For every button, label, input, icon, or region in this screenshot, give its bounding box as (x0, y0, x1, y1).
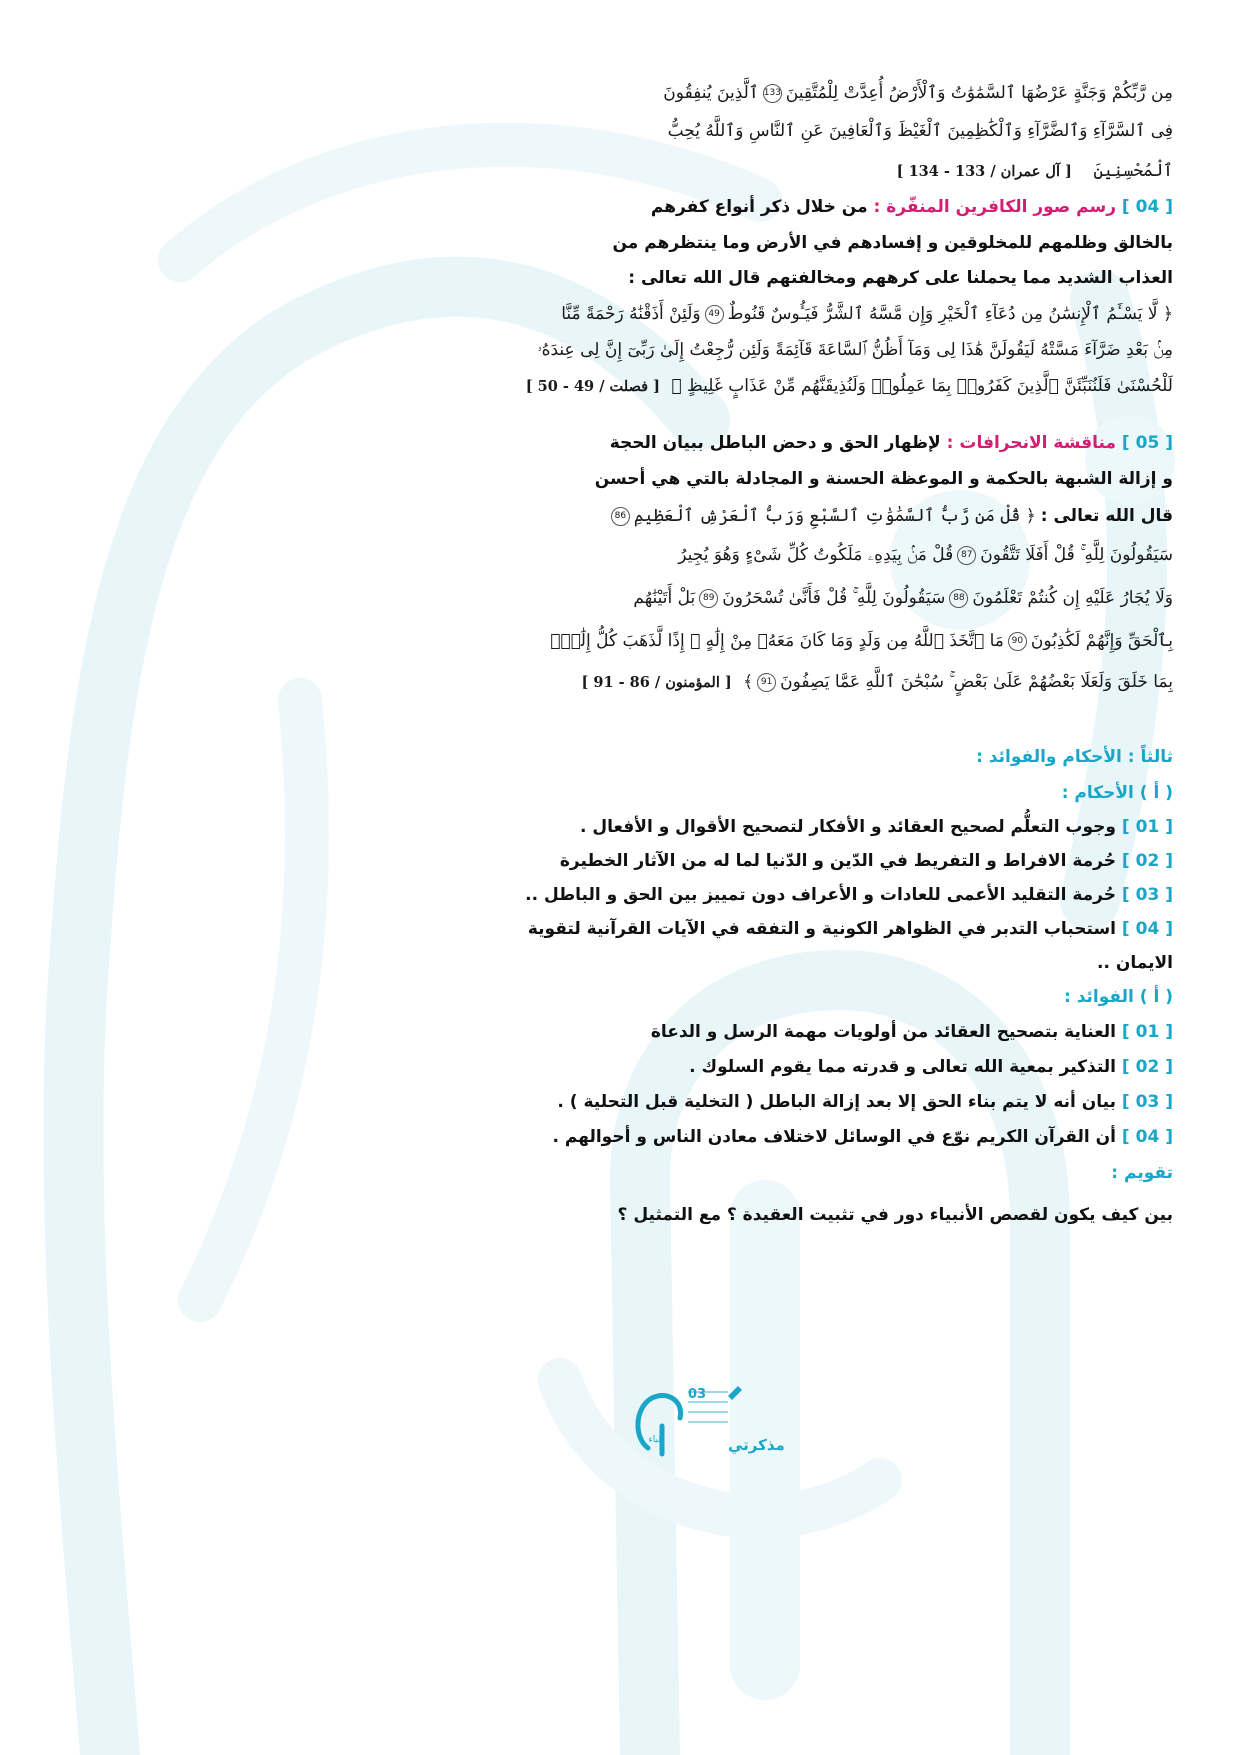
logo-sub: الباء (648, 1435, 664, 1445)
verse-text: ٱلَّذِينَ يُنفِقُونَ (663, 83, 759, 103)
section-text: العذاب الشديد مما يحملنا على كرههم ومخالفتهم قال الله تعالى : (628, 268, 1173, 288)
verse-line (537, 340, 1173, 360)
list-number: [ 01 ] (1121, 817, 1173, 837)
verse-line (581, 671, 1173, 692)
verse-text: بَلْ أَتَيْنَٰهُم (633, 588, 696, 608)
verse-text: ﴾ (743, 672, 754, 692)
list-number: [ 01 ] (1121, 1022, 1173, 1042)
list-text: وجوب التعلُّم لصحيح العقائد و الأفكار لتصحيح الأقوال و الأفعال . (580, 817, 1116, 837)
list-number: [ 03 ] (1121, 885, 1173, 905)
ayah-number-icon: 89 (699, 589, 718, 608)
verse-line (663, 82, 1173, 103)
list-number: [ 02 ] (1121, 851, 1173, 871)
section-text: و إزالة الشبهة بالحكمة و الموعظة الحسنة و المجادلة بالتي هي أحسن (594, 469, 1173, 489)
list-text: العناية بتصحيح العقائد من أولويات مهمة الرسل و الدعاة (650, 1022, 1116, 1042)
section-text-line (628, 268, 1173, 288)
verse-text: ﴿ لَّا يَسْـَٔمُ ٱلْإِنسَٰنُ مِن دُعَآءِ ٱلْخَيْرِ وَإِن مَّسَّهُ ٱلشَّرُّ فَيَـُٔوسٌ قَنُوطٌ (727, 304, 1173, 324)
ayah-number-icon: 90 (1008, 632, 1027, 651)
list-item (689, 1057, 1173, 1077)
ayah-number-icon: 86 (611, 507, 630, 526)
list-text: حُرمة الافراط و التفريط في الدّين و الدّنيا لما له من الآثار الخطيرة (559, 851, 1116, 871)
list-item (557, 1092, 1173, 1112)
list-item (560, 851, 1173, 871)
list-number: [ 04 ] (1121, 919, 1173, 939)
section-text: لإظهار الحق و دحض الباطل ببيان الحجة (609, 433, 941, 453)
taqwim-heading: تقويم : (1111, 1163, 1173, 1183)
list-number: [ 02 ] (1121, 1057, 1173, 1077)
list-number: [ 03 ] (1121, 1092, 1173, 1112)
verse-text: ٱلْمُحْسِنِينَ (1093, 161, 1173, 181)
verse-text: بِمَا خَلَقَ وَلَعَلَا بَعْضُهُمْ عَلَىٰ بَعْضٍ ۚ سُبْحَٰنَ ٱللَّهِ عَمَّا يَصِفُونَ (780, 672, 1173, 692)
list-item (580, 817, 1173, 837)
section-title: مناقشة الانحرافات : (946, 433, 1116, 453)
section-text: قال الله تعالى : (1040, 506, 1173, 526)
verse-line (668, 120, 1173, 141)
list-item (525, 885, 1173, 905)
ahkam-heading: ( أ ) الأحكام : (1061, 783, 1173, 803)
list-text: بيان أنه لا يتم بناء الحق إلا بعد إزالة الباطل ( التخلية قبل التحلية ) . (557, 1092, 1116, 1112)
logo-icon (628, 1378, 785, 1460)
list-text: التذكير بمعية الله تعالى و قدرته مما يقوم السلوك . (689, 1057, 1116, 1077)
ayah-number-icon: 87 (957, 546, 976, 565)
section-title: رسم صور الكافرين المنفّرة : (873, 197, 1116, 217)
section-text: من خلال ذكر أنواع كفرهم (650, 197, 868, 217)
verse-reference: [ المؤمنون / 86 - 91 ] (581, 674, 732, 691)
verse-text: فِى ٱلسَّرَّآءِ وَٱلضَّرَّآءِ وَٱلْكَٰظِمِينَ ٱلْغَيْظَ وَٱلْعَافِينَ عَنِ ٱلنَّاسِ وَٱللَّهُ يُحِبُّ (667, 121, 1173, 141)
logo-word: مذكرتي (728, 1436, 785, 1454)
list-item-continuation: الايمان .. (1097, 953, 1173, 973)
verse-line (897, 160, 1173, 181)
verse-text: وَلَا يُجَارُ عَلَيْهِ إِن كُنتُمْ تَعْلَمُونَ (972, 588, 1173, 608)
verse-line (526, 376, 1173, 396)
verse-text: سَيَقُولُونَ لِلَّهِ ۚ قُلْ أَفَلَا تَتَّقُونَ (980, 545, 1173, 565)
verse-text: بِٱلْحَقِّ وَإِنَّهُمْ لَكَٰذِبُونَ (1030, 631, 1173, 651)
verse-line (550, 630, 1173, 651)
verse-text: لَلْحُسْنَىٰ فَلَنُنَبِّئَنَّ ٱلَّذِينَ كَفَرُوا۟ بِمَا عَمِلُوا۟ وَلَنُذِيقَنَّهُم مِّنْ عَذَابٍ غَلِيظٍ ﴾ (671, 376, 1173, 396)
verse-text: وَلَئِنْ أَذَقْنَٰهُ رَحْمَةً مِّنَّا (561, 304, 701, 324)
ayah-number-icon: 88 (949, 589, 968, 608)
list-item (553, 1127, 1173, 1147)
list-number: [ 04 ] (1121, 1127, 1173, 1147)
list-text: أن القرآن الكريم نوّع في الوسائل لاختلاف معادن الناس و أحوالهم . (552, 1127, 1116, 1147)
verse-reference: [ فصلت / 49 - 50 ] (525, 378, 661, 395)
section-text-line (595, 469, 1173, 489)
ayah-number-icon: 91 (757, 673, 776, 692)
section-number: [ 05 ] (1121, 433, 1173, 453)
section-05-heading (610, 433, 1173, 453)
logo-number: 03 (688, 1387, 707, 1402)
ayah-number-icon: 133 (763, 84, 782, 103)
verse-text: ﴿ قُلْ مَن رَّبُّ ٱلسَّمَٰوَٰتِ ٱلسَّبْعِ وَرَبُّ ٱلْعَرْشِ ٱلْعَظِيمِ (633, 506, 1036, 526)
verse-text: مِن رَّبِّكُمْ وَجَنَّةٍ عَرْضُهَا ٱلسَّمَٰوَٰتُ وَٱلْأَرْضُ أُعِدَّتْ لِلْمُتَّقِينَ (785, 83, 1173, 103)
ayah-number-icon: 49 (705, 305, 724, 324)
verse-line (607, 505, 1173, 526)
verse-line (678, 545, 1173, 565)
verse-text: سَيَقُولُونَ لِلَّهِ ۚ قُلْ فَأَنَّىٰ تُسْحَرُونَ (722, 588, 946, 608)
section-number: [ 04 ] (1121, 197, 1173, 217)
section-heading-third: ثالثاً : الأحكام والفوائد : (976, 747, 1173, 767)
verse-line (561, 303, 1173, 324)
list-text: استحباب التدبر في الظواهر الكونية و التفقه في الآيات القرآنية لتقوية (527, 919, 1116, 939)
verse-line (633, 588, 1173, 608)
taqwim-question: بين كيف يكون لقصص الأنبياء دور في تثبيت العقيدة ؟ مع التمثيل ؟ (617, 1205, 1173, 1225)
section-04-heading (651, 197, 1173, 217)
verse-text: مَا ٱتَّخَذَ ٱللَّهُ مِن وَلَدٍ وَمَا كَانَ مَعَهُۥ مِنْ إِلَٰهٍ ۚ إِذًا لَّذَهَبَ كُلُّ إِلَٰهٍۭ (550, 631, 1004, 651)
section-text: بالخالق وظلمهم للمخلوقين و إفسادهم في الأرض وما ينتظرهم من (612, 233, 1173, 253)
list-item (651, 1022, 1173, 1042)
verse-text: قُلْ مَنۢ بِيَدِهِۦ مَلَكُوتُ كُلِّ شَىْءٍ وَهُوَ يُجِيرُ (678, 545, 954, 565)
verse-text: مِنۢ بَعْدِ ضَرَّآءَ مَسَّتْهُ لَيَقُولَنَّ هَٰذَا لِى وَمَآ أَظُنُّ ٱلسَّاعَةَ قَآئِمَةً وَلَئِن رُّجِعْتُ إِلَىٰ رَبِّىٓ إِنَّ لِى عِندَهُۥ (537, 340, 1173, 360)
fawaid-heading: ( أ ) الفوائد : (1064, 987, 1173, 1007)
verse-reference: [ آل عمران / 133 - 134 ] (896, 163, 1072, 180)
list-item (528, 919, 1173, 939)
list-text: حُرمة التقليد الأعمى للعادات و الأعراف دون تمييز بين الحق و الباطل .. (525, 885, 1116, 905)
section-text-line (612, 233, 1173, 253)
